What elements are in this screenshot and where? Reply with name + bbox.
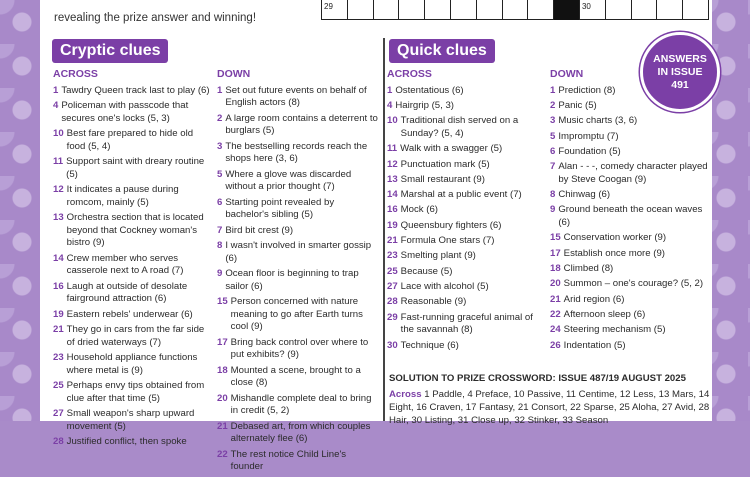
clue-item	[217, 393, 379, 418]
clue-text: A large room contains a deterrent to burglars (5)	[225, 112, 378, 137]
clue-number: 18	[550, 263, 561, 275]
clue-text: Ocean floor is beginning to trap sailor (6)	[225, 268, 359, 292]
clue-text: Punctuation mark (5)	[400, 158, 490, 170]
cryptic-across-column	[53, 68, 213, 451]
clue-text: They go in cars from the far side of dried waterways (7)	[66, 324, 205, 348]
clue-text: Smelting plant (9)	[400, 250, 476, 262]
clue-item	[550, 278, 708, 291]
clue-text: Small weapon's sharp upward movement (5)	[66, 408, 195, 432]
clue-text: Technique (6)	[400, 339, 459, 351]
clue-item	[53, 352, 213, 377]
clue-item	[217, 169, 379, 194]
clue-item	[217, 85, 379, 110]
quick-across-column	[387, 68, 545, 355]
clue-number: 19	[53, 308, 64, 320]
clue-item	[217, 197, 379, 222]
quick-down-list	[550, 85, 708, 353]
clue-text: Justified conflict, then spoke	[66, 436, 187, 447]
cryptic-clues-heading: Cryptic clues	[52, 39, 168, 63]
quick-clues-heading: Quick clues	[389, 39, 495, 63]
solution-across	[389, 388, 711, 427]
clue-item	[387, 115, 545, 140]
clue-number: 5	[217, 168, 223, 180]
clue-text: It indicates a pause during romcom, mainly (5)	[66, 184, 179, 208]
clue-text: Alan - - -, comedy character played by Steve Coogan (9)	[558, 161, 708, 185]
clue-number: 29	[387, 311, 398, 323]
clue-item	[217, 449, 379, 474]
quick-across-list	[387, 85, 545, 353]
clue-item	[550, 324, 708, 337]
clue-item	[387, 220, 545, 233]
clue-number: 16	[53, 280, 64, 292]
cryptic-down-column	[217, 68, 379, 477]
clue-number: 21	[550, 293, 561, 305]
clue-item	[217, 225, 379, 238]
clue-text: Household appliance functions where metal is (9)	[66, 352, 198, 376]
grid-number: 30	[581, 2, 591, 11]
clue-number: 20	[217, 392, 228, 404]
clue-number: 9	[550, 204, 556, 216]
clue-number: 22	[550, 308, 561, 320]
clue-number: 6	[217, 196, 223, 208]
clue-text: Debased art, from which couples alternately flee (6)	[230, 420, 371, 445]
grid-cell[interactable]	[503, 0, 529, 20]
clue-number: 12	[53, 184, 64, 195]
clue-number: 19	[387, 219, 398, 231]
clue-number: 15	[550, 232, 561, 244]
clue-number: 26	[550, 339, 561, 351]
clue-number: 2	[217, 112, 223, 124]
clue-item	[217, 296, 379, 334]
clue-text: Marshal at a public event (7)	[400, 189, 522, 201]
clue-number: 24	[550, 324, 561, 336]
clue-number: 17	[217, 336, 228, 348]
clue-item	[550, 263, 708, 276]
clue-number: 15	[217, 296, 228, 307]
cryptic-down-list	[217, 85, 379, 474]
clue-number: 23	[53, 352, 64, 363]
clue-item	[53, 184, 213, 209]
clue-item	[387, 85, 545, 98]
clue-text: Because (5)	[400, 265, 453, 277]
previous-solution	[389, 372, 711, 427]
clue-text: Laugh at outside of desolate fairground attraction (6)	[66, 280, 188, 305]
clue-item	[387, 235, 545, 248]
column-divider	[383, 38, 385, 421]
clue-text: Foundation (5)	[558, 145, 621, 157]
cryptic-across-heading: ACROSS	[53, 68, 98, 80]
clue-number: 30	[387, 339, 398, 351]
clue-number: 4	[387, 100, 393, 111]
answers-issue-badge	[640, 32, 720, 112]
clue-text: Set out future events on behalf of English actors (8)	[225, 84, 367, 109]
clue-number: 1	[217, 84, 223, 96]
clue-number: 21	[387, 235, 398, 247]
clue-number: 14	[387, 189, 398, 201]
clue-item	[217, 240, 379, 265]
cryptic-across-list	[53, 85, 213, 449]
solution-across-text: 1 Paddle, 4 Preface, 10 Passive, 11 Centime, 12 Less, 13 Mars, 14 Eight, 16 Craven, 17 Fantasy, 21 Consort, 22 Sparse, 25 Aloha, 27 Avid, 28 Hair, 30 Listing, 31 Close up, 32 Stinker, 33 Season	[389, 389, 710, 426]
clue-number: 17	[550, 247, 561, 259]
clue-item	[387, 143, 545, 156]
cryptic-down-heading: DOWN	[217, 68, 251, 80]
quick-across-heading: ACROSS	[387, 68, 432, 80]
clue-text: Fast-running graceful animal of the savannah (8)	[400, 311, 533, 336]
clue-text: Orchestra section that is located beyond that Cockney woman's bistro (9)	[66, 212, 204, 249]
clue-item	[217, 268, 379, 293]
grid-cell[interactable]	[528, 0, 554, 20]
clue-item	[53, 85, 213, 98]
clue-item	[387, 296, 545, 309]
clue-item	[53, 380, 213, 405]
badge-line: IN ISSUE	[657, 65, 703, 78]
clue-number: 2	[550, 100, 556, 111]
clue-number: 5	[550, 130, 556, 142]
clue-number: 22	[217, 448, 228, 460]
clue-number: 11	[387, 143, 398, 155]
clue-text: Steering mechanism (5)	[563, 324, 666, 336]
clue-text: Small restaurant (9)	[400, 173, 485, 185]
clue-item	[53, 324, 213, 349]
clue-number: 21	[53, 324, 64, 335]
clue-text: Starting point revealed by bachelor's sibling (5)	[225, 196, 335, 221]
clue-number: 25	[53, 380, 64, 391]
clue-item	[550, 309, 708, 322]
clue-item	[550, 248, 708, 261]
clue-text: Bird bit crest (9)	[225, 224, 294, 236]
clue-item	[550, 294, 708, 307]
clue-item	[53, 309, 213, 322]
clue-text: Arid region (6)	[563, 293, 625, 305]
clue-number: 25	[387, 265, 398, 277]
grid-cell[interactable]	[632, 0, 658, 20]
grid-cell[interactable]	[477, 0, 503, 20]
clue-item	[217, 337, 379, 362]
clue-text: Afternoon sleep (6)	[563, 308, 646, 320]
clue-text: Crew member who serves casserole next to A road (7)	[66, 252, 184, 277]
clue-text: Eastern rebels' underwear (6)	[66, 308, 193, 320]
clue-number: 8	[217, 240, 223, 251]
clue-text: The rest notice Child Line's founder	[230, 448, 347, 473]
clue-number: 28	[53, 436, 64, 447]
grid-black-cell	[554, 0, 580, 20]
clue-item	[387, 250, 545, 263]
clue-text: Conservation worker (9)	[563, 232, 667, 244]
clue-number: 10	[387, 115, 398, 127]
clue-number: 4	[53, 100, 59, 111]
clue-text: Formula One stars (7)	[400, 235, 495, 247]
clue-text: Impromptu (7)	[558, 130, 619, 142]
clue-item	[53, 128, 213, 153]
clue-item	[387, 312, 545, 337]
clue-item	[387, 340, 545, 353]
solution-title: SOLUTION TO PRIZE CROSSWORD: ISSUE 487/19 AUGUST 2025	[389, 373, 686, 384]
clue-number: 27	[53, 408, 64, 419]
clue-text: Policeman with passcode that secures one's locks (5, 3)	[61, 100, 189, 124]
quick-down-heading: DOWN	[550, 68, 584, 80]
clue-text: Traditional dish served on a Sunday? (5, 4)	[400, 115, 519, 139]
clue-item	[387, 189, 545, 202]
clue-number: 13	[53, 212, 64, 223]
grid-cell[interactable]	[451, 0, 477, 20]
clue-item	[387, 204, 545, 217]
clue-number: 8	[550, 189, 556, 201]
grid-cell[interactable]	[321, 0, 348, 20]
clue-text: Mishandle complete deal to bring in credit (5, 2)	[230, 392, 372, 417]
clue-item	[550, 131, 708, 144]
clue-text: Lace with alcohol (5)	[400, 280, 489, 292]
clue-text: Music charts (3, 6)	[558, 115, 638, 127]
clue-text: Mounted a scene, brought to a close (8)	[230, 364, 361, 389]
clue-item	[550, 204, 708, 229]
clue-item	[217, 421, 379, 446]
clue-number: 9	[217, 268, 223, 279]
clue-text: Prediction (8)	[558, 84, 616, 96]
clue-item	[53, 436, 213, 449]
grid-cell[interactable]	[425, 0, 451, 20]
clue-item	[53, 100, 213, 125]
clue-item	[387, 174, 545, 187]
clue-number: 1	[387, 84, 393, 96]
clue-text: I wasn't involved in smarter gossip (6)	[225, 240, 372, 264]
clue-text: Where a glove was discarded without a prior thought (7)	[225, 168, 352, 193]
clue-item	[387, 281, 545, 294]
clue-text: Hairgrip (5, 3)	[395, 100, 454, 111]
clue-number: 3	[550, 115, 556, 127]
clue-item	[53, 212, 213, 250]
intro-line: revealing the prize answer and winning!	[54, 12, 257, 24]
clue-text: Climbed (8)	[563, 263, 614, 275]
grid-cell[interactable]	[657, 0, 683, 20]
clue-item	[550, 232, 708, 245]
clue-number: 1	[53, 84, 59, 96]
clue-item	[217, 365, 379, 390]
clue-text: Ostentatious (6)	[395, 84, 464, 96]
crossword-grid-bottom-row	[321, 0, 709, 20]
clue-item	[53, 408, 213, 433]
clue-number: 7	[217, 224, 223, 236]
crossword-page	[40, 0, 712, 473]
clue-text: Queensbury fighters (6)	[400, 219, 502, 231]
clue-item	[550, 189, 708, 202]
clue-text: Support saint with dreary routine (5)	[66, 156, 205, 180]
clue-number: 12	[387, 158, 398, 170]
clue-number: 10	[53, 128, 64, 139]
grid-cell[interactable]	[683, 0, 709, 20]
clue-item	[217, 141, 379, 166]
clue-text: Establish once more (9)	[563, 247, 665, 259]
clue-item	[550, 146, 708, 159]
clue-number: 14	[53, 252, 64, 264]
clue-item	[53, 253, 213, 278]
intro-text	[54, 0, 354, 26]
grid-cell[interactable]	[606, 0, 632, 20]
grid-cell[interactable]	[399, 0, 425, 20]
clue-number: 1	[550, 84, 556, 96]
clue-number: 27	[387, 280, 398, 292]
clue-text: Chinwag (6)	[558, 189, 611, 201]
grid-cell[interactable]	[348, 0, 374, 20]
clue-item	[53, 281, 213, 306]
clue-text: The bestselling records reach the shops here (3, 6)	[225, 140, 368, 165]
clue-number: 23	[387, 250, 398, 262]
clue-item	[387, 266, 545, 279]
clue-text: Panic (5)	[558, 100, 597, 111]
clue-text: Person concerned with nature meaning to go after Earth turns cool (9)	[230, 296, 363, 333]
grid-cell[interactable]	[374, 0, 400, 20]
clue-number: 11	[53, 156, 64, 167]
clue-text: Summon – one's courage? (5, 2)	[563, 278, 704, 290]
clue-text: Indentation (5)	[563, 339, 626, 351]
clue-text: Walk with a swagger (5)	[400, 143, 503, 155]
clue-number: 21	[217, 420, 228, 432]
clue-text: Ground beneath the ocean waves (6)	[558, 204, 703, 229]
clue-number: 7	[550, 161, 556, 173]
clue-text: Bring back control over where to put exhibits? (9)	[230, 336, 369, 361]
clue-text: Perhaps envy tips obtained from clue after that time (5)	[66, 380, 205, 404]
clue-text: Best fare prepared to hide old food (5, 4)	[66, 128, 194, 152]
clue-number: 6	[550, 145, 556, 157]
clue-item	[387, 100, 545, 113]
clue-number: 3	[217, 140, 223, 152]
clue-number: 18	[217, 364, 228, 376]
clue-item	[550, 115, 708, 128]
solution-across-label: Across	[389, 389, 422, 400]
grid-cell[interactable]	[580, 0, 606, 20]
clue-number: 20	[550, 278, 561, 290]
clue-number: 13	[387, 173, 398, 185]
clue-item	[53, 156, 213, 181]
grid-number: 29	[324, 2, 333, 11]
clue-item	[550, 161, 708, 186]
clue-item	[217, 113, 379, 138]
clue-number: 28	[387, 296, 398, 308]
clue-text: Reasonable (9)	[400, 296, 467, 308]
clue-text: Tawdry Queen track last to play (6)	[61, 84, 210, 96]
clue-item	[387, 159, 545, 172]
badge-issue-number: 491	[671, 78, 689, 91]
clue-number: 16	[387, 204, 398, 216]
clue-item	[550, 340, 708, 353]
clue-text: Mock (6)	[400, 204, 438, 216]
badge-line: ANSWERS	[653, 52, 707, 65]
